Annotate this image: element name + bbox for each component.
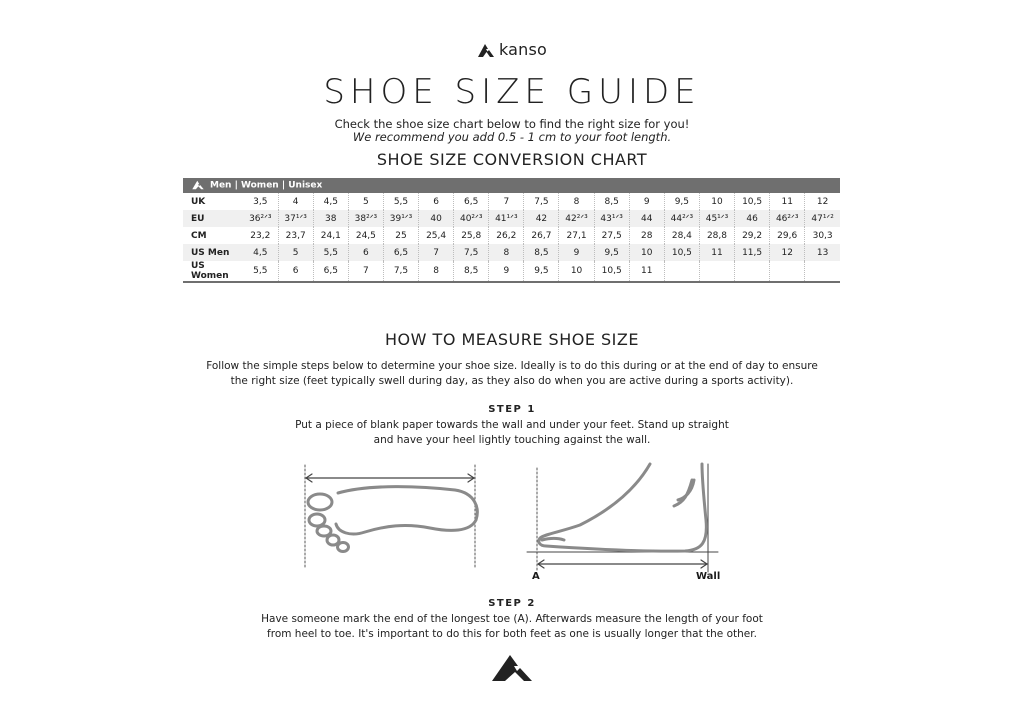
table-cell: 44 [629,210,664,227]
table-cell [805,261,840,282]
table-cell: 10 [629,244,664,261]
table-cell: 10 [559,261,594,282]
table-cell: 12 [816,196,829,207]
table-cell: 39¹ᐟ³ [383,210,418,227]
step1-text [0,418,1024,448]
table-cell: 6,5 [454,193,489,210]
table-cell: 42²ᐟ³ [559,210,594,227]
table-cell: 8 [559,193,594,210]
mountain-peak-icon [477,42,495,58]
table-cell: 42 [524,210,559,227]
table-cell: 5,5 [313,244,348,261]
wall-arrow [538,560,707,568]
foot-measurement-illustration [290,460,730,575]
table-cell: 7 [419,244,454,261]
table-cell: 37¹ᐟ³ [278,210,313,227]
table-cell: 4,5 [243,244,278,261]
table-cell: 7 [489,193,524,210]
table-cell: 40 [419,210,454,227]
conversion-chart-title: SHOE SIZE CONVERSION CHART [376,150,648,169]
recommendation-text: We recommend you add 0.5 - 1 cm to your foot length. [352,130,672,144]
table-cell: 25,4 [419,227,454,244]
table-cell: 23,7 [278,227,313,244]
table-cell: 6 [419,193,454,210]
table-cell: 10,5 [735,193,770,210]
label-a: A [532,571,540,582]
table-cell: 6 [348,244,383,261]
table-cell: 12 [770,244,805,261]
step1-heading: STEP 1 [488,404,536,415]
table-cell: 8,5 [524,244,559,261]
table-cell: 46²ᐟ³ [770,210,805,227]
step2-text [0,612,1024,642]
table-cell: 47¹ᐟ² [805,210,840,227]
table-cell: 5,5 [243,261,278,282]
table-cell: 9 [559,244,594,261]
table-cell: 25 [383,227,418,244]
table-cell: 38²ᐟ³ [348,210,383,227]
table-cell: 9,5 [664,193,699,210]
page-title: SHOE SIZE GUIDE [323,72,701,112]
table-cell: 26,2 [489,227,524,244]
table-cell: 38 [313,210,348,227]
table-cell: 6,5 [383,244,418,261]
measure-intro-line: the right size (feet typically swell during day, as they also do when you are active during a sports activity). [230,375,794,387]
step2-line: Have someone mark the end of the longest toe (A). Afterwards measure the length of your foot [261,613,763,625]
size-conversion-table [183,178,840,283]
table-cell: 11 [699,244,734,261]
mountain-peak-icon [191,180,205,190]
table-cell: 4 [278,193,313,210]
table-cell: 29,6 [770,227,805,244]
measure-title: HOW TO MEASURE SHOE SIZE [385,330,639,349]
table-header-cell [183,178,840,193]
table-cell: 8,5 [594,193,629,210]
table-cell: 44²ᐟ³ [664,210,699,227]
table-cell [770,261,805,282]
table-cell [699,261,734,282]
row-label: CM [191,230,207,241]
table-cell: 41¹ᐟ³ [489,210,524,227]
table-header-label: Men | Women | Unisex [210,180,323,191]
table-cell: 36²ᐟ³ [243,210,278,227]
table-cell: 9,5 [524,261,559,282]
table-cell: 28,8 [699,227,734,244]
table-cell: 3,5 [243,193,278,210]
brand-header [0,40,1024,59]
brand-name: kanso [498,40,548,59]
table-cell: 10,5 [594,261,629,282]
table-cell [735,261,770,282]
table-cell: 8 [489,244,524,261]
label-wall: Wall [696,571,721,582]
table-body [183,193,840,282]
table-cell: 9,5 [594,244,629,261]
table-cell: 43¹ᐟ³ [594,210,629,227]
row-label: UK [191,196,206,207]
table-cell: 40²ᐟ³ [454,210,489,227]
table-row [183,193,840,210]
table-row [183,261,840,282]
table-cell: 27,1 [559,227,594,244]
table-cell: 10 [699,193,734,210]
table-cell: 4,5 [313,193,348,210]
table-cell: 28,4 [664,227,699,244]
step2-heading: STEP 2 [488,598,536,609]
table-cell: 29,2 [735,227,770,244]
table-cell: 25,8 [454,227,489,244]
length-arrow [306,474,474,482]
table-cell [664,261,699,282]
mountain-peak-icon [490,653,534,683]
table-cell: 9 [489,261,524,282]
measure-intro [0,359,1024,389]
foot-top-view [305,465,477,568]
table-cell: 23,2 [243,227,278,244]
table-cell: 10,5 [664,244,699,261]
table-cell: 13 [805,244,840,261]
table-cell: 6,5 [313,261,348,282]
step1-line: Put a piece of blank paper towards the wall and under your feet. Stand up straight [295,419,729,431]
table-cell: 7 [348,261,383,282]
table-cell: 7,5 [454,244,489,261]
table-cell: 24,1 [313,227,348,244]
table-cell: 9 [629,193,664,210]
table-cell: 11,5 [735,244,770,261]
table-cell: 45¹ᐟ³ [699,210,734,227]
table-cell: 30,3 [812,230,833,241]
table-cell: 28 [629,227,664,244]
table-cell: 46 [735,210,770,227]
table-cell: 26,7 [524,227,559,244]
table-cell: 7,5 [524,193,559,210]
row-label: US Men [183,244,243,261]
table-row [183,244,840,261]
foot-side-view [527,464,718,572]
row-label: EU [183,210,243,227]
table-cell: 24,5 [348,227,383,244]
table-cell: 8 [419,261,454,282]
table-cell: 5 [348,193,383,210]
table-cell: 5,5 [383,193,418,210]
table-cell: 11 [770,193,805,210]
table-header-row [183,178,840,193]
step1-line: and have your heel lightly touching against the wall. [373,434,651,446]
table-cell: 6 [278,261,313,282]
table-row [183,210,840,227]
table-cell: 5 [278,244,313,261]
row-label: US Women [183,261,243,282]
table-row [183,227,840,244]
table-cell: 7,5 [383,261,418,282]
measure-intro-line: Follow the simple steps below to determine your shoe size. Ideally is to do this during or at the end of day to ensure [206,360,818,372]
page-subtitle: Check the shoe size chart below to find the right size for you! [334,117,690,131]
step2-line: from heel to toe. It's important to do this for both feet as one is usually longer that the other. [267,628,757,640]
table-cell: 27,5 [594,227,629,244]
table-cell: 8,5 [454,261,489,282]
table-cell: 11 [629,261,664,282]
